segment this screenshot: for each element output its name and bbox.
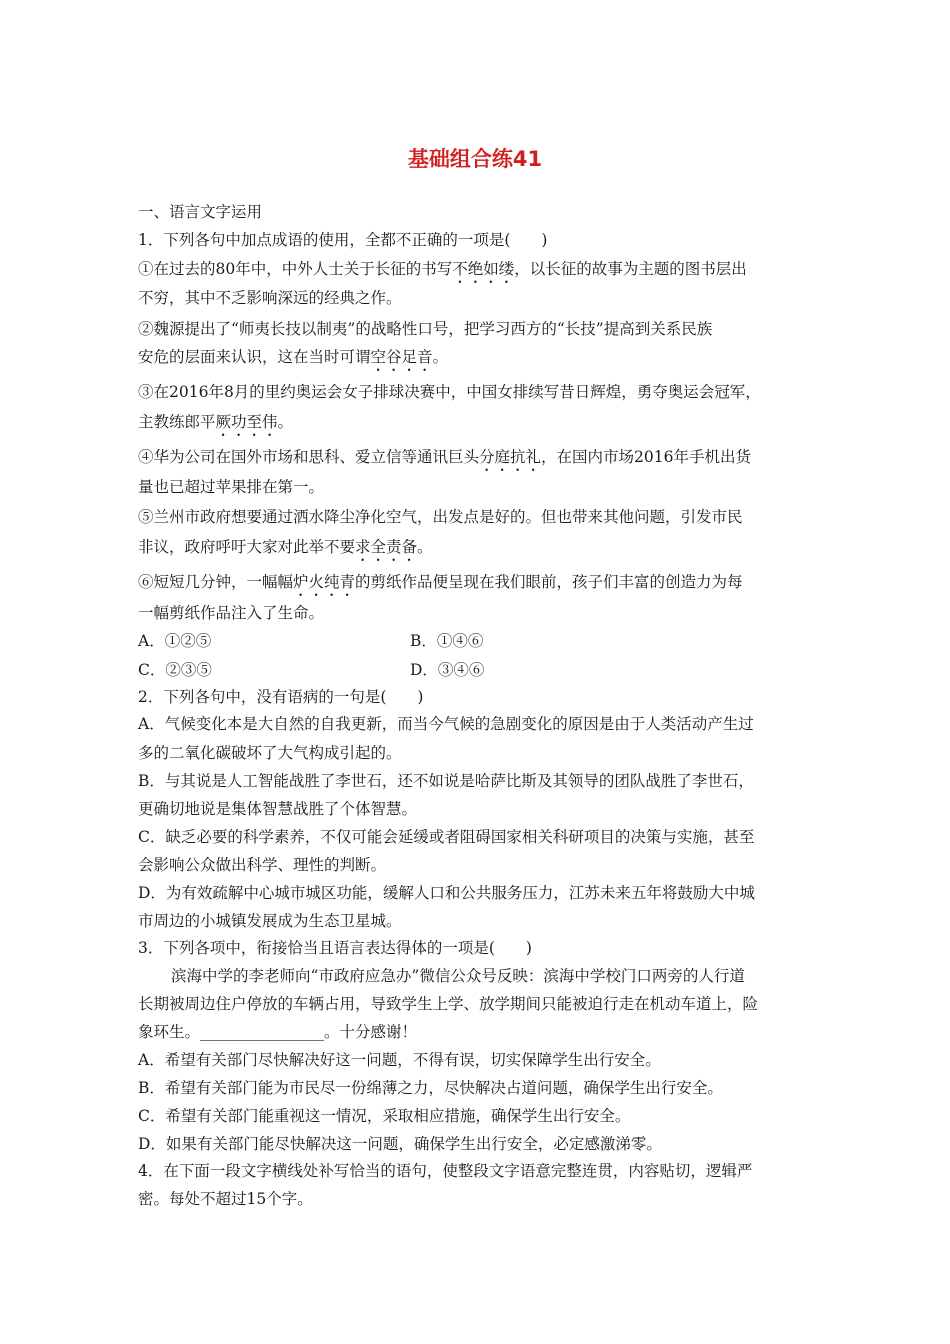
q1-sentence-3-cont: 主教练郎平厥功至伟。 <box>138 413 294 431</box>
q3-passage-1: 滨海中学的李老师向“市政府应急办”微信公众号反映：滨海中学校门口两旁的人行道 <box>171 967 745 985</box>
q2-option-b-cont: 更确切地说是集体智慧战胜了个体智慧。 <box>138 800 418 818</box>
q3-passage-2: 长期被周边住户停放的车辆占用，导致学生上学、放学期间只能被迫行走在机动车道上，险 <box>138 995 759 1013</box>
dotted-idiom: 炉火纯青 <box>293 573 356 591</box>
q1-sentence-4: ④华为公司在国外市场和思科、爱立信等通讯巨头分庭抗礼，在国内市场2016年手机出货 <box>138 448 751 466</box>
q1-sentence-2-cont: 安危的层面来认识，这在当时可谓空谷足音。 <box>138 348 449 366</box>
q1-sentence-5-cont: 非议，政府呼吁大家对此举不要求全责备。 <box>138 538 433 556</box>
q2-stem: 2．下列各句中，没有语病的一句是( ) <box>138 688 424 706</box>
q1-sentence-4-cont: 量也已超过苹果排在第一。 <box>138 478 325 496</box>
q1-sentence-5: ⑤兰州市政府想要通过洒水降尘净化空气，出发点是好的。但也带来其他问题，引发市民 <box>138 508 743 526</box>
q2-option-d: D．为有效疏解中心城市城区功能，缓解人口和公共服务压力，江苏未来五年将鼓励大中城 <box>138 884 755 902</box>
q2-option-a-cont: 多的二氧化碳破坏了大气构成引起的。 <box>138 744 402 762</box>
q3-option-c: C．希望有关部门能重视这一情况，采取相应措施，确保学生出行安全。 <box>138 1107 631 1125</box>
q2-option-b: B．与其说是人工智能战胜了李世石，还不如说是哈萨比斯及其领导的团队战胜了李世石， <box>138 772 754 790</box>
q1-sentence-3: ③在2016年8月的里约奥运会女子排球决赛中，中国女排续写昔日辉煌，勇夺奥运会冠军， <box>138 383 761 401</box>
q2-option-c: C．缺乏必要的科学素养，不仅可能会延缓或者阻碍国家相关科研项目的决策与实施，甚至 <box>138 828 755 846</box>
q2-option-a: A．气候变化本是大自然的自我更新，而当今气候的急剧变化的原因是由于人类活动产生过 <box>138 715 754 733</box>
q3-stem: 3．下列各项中，衔接恰当且语言表达得体的一项是( ) <box>138 939 532 957</box>
section-heading: 一、语言文字运用 <box>138 203 263 221</box>
dotted-idiom: 空谷足音 <box>370 348 433 366</box>
q1-sentence-2: ②魏源提出了“师夷长技以制夷”的战略性口号，把学习西方的“长技”提高到关系民族 <box>138 320 713 338</box>
q1-sentence-1-cont: 不穷，其中不乏影响深远的经典之作。 <box>138 289 402 307</box>
dotted-idiom: 不绝如缕 <box>452 260 515 278</box>
q3-passage-3: 象环生。________________。十分感谢！ <box>138 1023 418 1041</box>
q1-option-a: A．①②⑤ <box>138 632 212 650</box>
dotted-idiom: 求全责备 <box>355 538 418 556</box>
q4-stem: 4．在下面一段文字横线处补写恰当的语句，使整段文字语意完整连贯，内容贴切，逻辑严 <box>138 1162 753 1180</box>
q3-option-b: B．希望有关部门能为市民尽一份绵薄之力，尽快解决占道问题，确保学生出行安全。 <box>138 1079 723 1097</box>
q3-option-a: A．希望有关部门尽快解决好这一问题，不得有误，切实保障学生出行安全。 <box>138 1051 661 1069</box>
q1-option-b: B．①④⑥ <box>410 632 484 650</box>
dotted-idiom: 厥功至伟 <box>215 413 278 431</box>
q3-option-d: D．如果有关部门能尽快解决这一问题，确保学生出行安全，必定感激涕零。 <box>138 1135 662 1153</box>
q2-option-c-cont: 会影响公众做出科学、理性的判断。 <box>138 856 387 874</box>
q1-sentence-1: ①在过去的80年中，中外人士关于长征的书写不绝如缕，以长征的故事为主题的图书层出 <box>138 260 747 278</box>
q1-option-c: C．②③⑤ <box>138 661 212 679</box>
q4-stem-cont: 密。每处不超过15个字。 <box>138 1190 313 1208</box>
q1-option-d: D．③④⑥ <box>410 661 485 679</box>
q2-option-d-cont: 市周边的小城镇发展成为生态卫星城。 <box>138 912 402 930</box>
q1-sentence-6-cont: 一幅剪纸作品注入了生命。 <box>138 604 325 622</box>
q1-sentence-6: ⑥短短几分钟，一幅幅炉火纯青的剪纸作品便呈现在我们眼前，孩子们丰富的创造力为每 <box>138 573 743 591</box>
dotted-idiom: 分庭抗礼 <box>479 448 542 466</box>
q1-stem: 1．下列各句中加点成语的使用，全都不正确的一项是( ) <box>138 231 548 249</box>
page-title: 基础组合练41 <box>407 147 543 171</box>
